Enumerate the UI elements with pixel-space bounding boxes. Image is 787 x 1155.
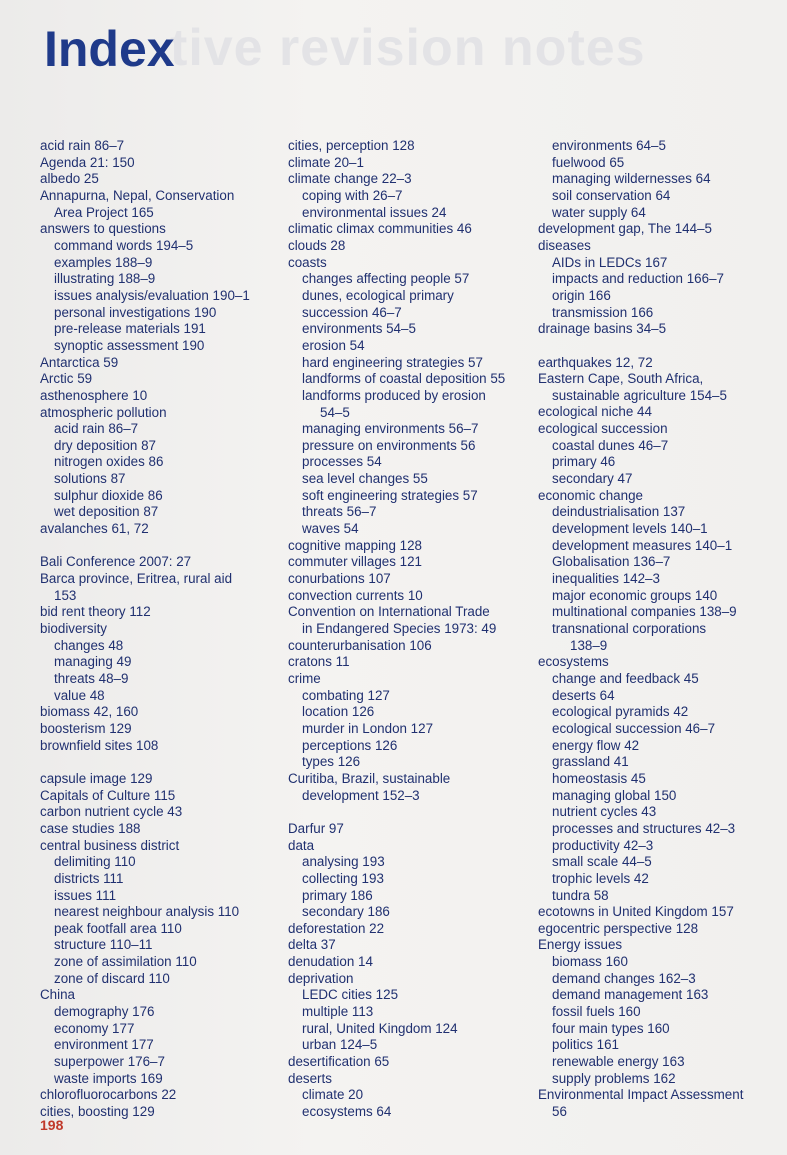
index-entry: chlorofluorocarbons 22 (40, 1087, 177, 1103)
index-subentry: threats 48–9 (54, 670, 129, 686)
index-subentry: processes and structures 42–3 (552, 820, 736, 836)
index-subentry: in Endangered Species 1973: 49 (302, 621, 497, 637)
index-subentry: value 48 (54, 687, 105, 703)
index-subentry: four main types 160 (552, 1020, 670, 1036)
index-subentry: ecological succession 46–7 (552, 720, 716, 736)
index-subentry: urban 124–5 (302, 1037, 378, 1053)
index-entry: deserts (288, 1070, 332, 1086)
index-subentry: erosion 54 (302, 337, 365, 353)
index-subentry: biomass 160 (552, 954, 628, 970)
index-entry: data (288, 837, 315, 853)
index-subentry: Globalisation 136–7 (552, 554, 671, 570)
index-entry: climate change 22–3 (288, 171, 412, 187)
index-subentry: primary 46 (552, 454, 616, 470)
index-subentry: primary 186 (302, 887, 373, 903)
index-subentry: secondary 186 (302, 904, 390, 920)
index-subentry: acid rain 86–7 (54, 421, 139, 437)
index-entry: clouds 28 (288, 237, 346, 253)
index-subentry: major economic groups 140 (552, 587, 718, 603)
index-subentry: structure 110–11 (54, 937, 153, 953)
index-subentry: coping with 26–7 (302, 187, 403, 203)
index-subentry: districts 111 (54, 870, 124, 886)
index-subentry: issues analysis/evaluation 190–1 (54, 287, 250, 303)
index-entry: Eastern Cape, South Africa, (538, 371, 704, 387)
index-entry: Darfur 97 (288, 820, 344, 836)
index-subentry: succession 46–7 (302, 304, 402, 320)
index-entry: ecotowns in United Kingdom 157 (538, 904, 734, 920)
index-entry: counterurbanisation 106 (288, 637, 432, 653)
index-subentry: illustrating 188–9 (54, 271, 156, 287)
index-subentry: climate 20 (302, 1087, 364, 1103)
index-subentry: collecting 193 (302, 870, 384, 886)
index-entry: cognitive mapping 128 (288, 537, 422, 553)
index-entry: development gap, The 144–5 (538, 221, 712, 237)
index-entry: drainage basins 34–5 (538, 321, 667, 337)
index-entry: atmospheric pollution (40, 404, 167, 420)
index-subentry: delimiting 110 (54, 854, 136, 870)
index-subentry: combating 127 (302, 687, 390, 703)
index-subentry: demand management 163 (552, 987, 709, 1003)
index-entry: Bali Conference 2007: 27 (40, 554, 192, 570)
index-subentry: hard engineering strategies 57 (302, 354, 483, 370)
index-subentry: water supply 64 (552, 204, 646, 220)
index-column-3 (538, 138, 778, 1121)
index-entry: ecosystems (538, 654, 609, 670)
index-letter-gap (40, 538, 280, 555)
index-subentry: peak footfall area 110 (54, 920, 182, 936)
index-entry: conurbations 107 (288, 571, 391, 587)
index-subentry: origin 166 (552, 287, 611, 303)
page-number: 198 (40, 1117, 64, 1133)
index-entry: asthenosphere 10 (40, 387, 148, 403)
index-subentry: soft engineering strategies 57 (302, 487, 478, 503)
index-subentry: sea level changes 55 (302, 471, 428, 487)
index-subentry: demography 176 (54, 1004, 155, 1020)
index-subentry: managing wildernesses 64 (552, 171, 711, 187)
index-entry: egocentric perspective 128 (538, 920, 699, 936)
index-subentry: location 126 (302, 704, 375, 720)
index-subentry: pre-release materials 191 (54, 321, 206, 337)
index-subentry: environments 64–5 (552, 138, 666, 153)
index-subentry: sulphur dioxide 86 (54, 487, 163, 503)
index-entry: climatic climax communities 46 (288, 221, 472, 237)
index-subentry: 56 (552, 1104, 567, 1120)
index-subentry: development 152–3 (302, 787, 420, 803)
index-entry: Capitals of Culture 115 (40, 787, 176, 803)
index-entry: capsule image 129 (40, 770, 153, 786)
index-letter-gap (538, 338, 778, 355)
index-subentry: issues 111 (54, 887, 117, 903)
index-subentry: demand changes 162–3 (552, 970, 696, 986)
index-entry: commuter villages 121 (288, 554, 422, 570)
index-subentry: ecological pyramids 42 (552, 704, 689, 720)
index-subentry: perceptions 126 (302, 737, 398, 753)
index-entry: deprivation (288, 970, 354, 986)
index-subentry: change and feedback 45 (552, 670, 699, 686)
index-entry: ecological niche 44 (538, 404, 652, 420)
page-title: Index (44, 21, 175, 77)
index-subentry: landforms produced by erosion (302, 387, 486, 403)
index-entry: coasts (288, 254, 327, 270)
index-entry: central business district (40, 837, 180, 853)
index-entry: case studies 188 (40, 820, 141, 836)
index-letter-gap (40, 754, 280, 771)
index-subentry: landforms of coastal deposition 55 (302, 371, 506, 387)
index-column-1 (40, 138, 280, 1121)
index-subentry: development measures 140–1 (552, 537, 733, 553)
index-subentry: tundra 58 (552, 887, 609, 903)
index-subentry: Area Project 165 (54, 204, 154, 220)
index-entry: carbon nutrient cycle 43 (40, 804, 183, 820)
index-subentry: sustainable agriculture 154–5 (552, 387, 727, 403)
index-subentry: inequalities 142–3 (552, 571, 660, 587)
index-entry: climate 20–1 (288, 154, 364, 170)
index-entry: boosterism 129 (40, 720, 132, 736)
index-column-2 (288, 138, 533, 1121)
index-entry: bid rent theory 112 (40, 604, 151, 620)
index-subentry: AIDs in LEDCs 167 (552, 254, 668, 270)
index-subentry: personal investigations 190 (54, 304, 217, 320)
index-subentry: 138–9 (570, 637, 608, 653)
index-entry: deforestation 22 (288, 920, 385, 936)
index-subentry: processes 54 (302, 454, 382, 470)
index-subentry: solutions 87 (54, 471, 126, 487)
index-subentry: renewable energy 163 (552, 1054, 685, 1070)
index-subentry: deindustrialisation 137 (552, 504, 686, 520)
index-subentry: politics 161 (552, 1037, 619, 1053)
index-entry: desertification 65 (288, 1054, 390, 1070)
index-subentry: analysing 193 (302, 854, 385, 870)
index-subentry: environment 177 (54, 1037, 154, 1053)
index-subentry: threats 56–7 (302, 504, 377, 520)
index-subentry: synoptic assessment 190 (54, 337, 205, 353)
index-entry: convection currents 10 (288, 587, 423, 603)
index-subentry: transmission 166 (552, 304, 654, 320)
index-subentry: LEDC cities 125 (302, 987, 399, 1003)
index-subentry: zone of discard 110 (54, 970, 170, 986)
index-subentry: productivity 42–3 (552, 837, 654, 853)
index-subentry: nearest neighbour analysis 110 (54, 904, 240, 920)
index-subentry: managing global 150 (552, 787, 677, 803)
index-subentry: homeostasis 45 (552, 770, 646, 786)
index-subentry: ecosystems 64 (302, 1104, 392, 1120)
index-entry: delta 37 (288, 937, 336, 953)
index-entry: Annapurna, Nepal, Conservation (40, 187, 235, 203)
index-subentry: impacts and reduction 166–7 (552, 271, 724, 287)
index-entry: Barca province, Eritrea, rural aid (40, 571, 233, 587)
index-entry: biodiversity (40, 621, 107, 637)
background-ghost-heading: tive revision notes (170, 19, 646, 77)
index-subentry: fuelwood 65 (552, 154, 625, 170)
index-subentry: multiple 113 (302, 1004, 374, 1020)
index-entry: Antarctica 59 (40, 354, 119, 370)
index-subentry: dunes, ecological primary (302, 287, 454, 303)
index-entry: Energy issues (538, 937, 623, 953)
index-subentry: pressure on environments 56 (302, 437, 476, 453)
index-entry: crime (288, 671, 321, 686)
index-entry: cities, perception 128 (288, 138, 415, 153)
index-subentry: economy 177 (54, 1020, 135, 1036)
index-subentry: coastal dunes 46–7 (552, 437, 669, 453)
index-subentry: nutrient cycles 43 (552, 804, 657, 820)
index-subentry: superpower 176–7 (54, 1054, 165, 1070)
index-entry: Agenda 21: 150 (40, 154, 135, 170)
index-subentry: zone of assimilation 110 (54, 954, 197, 970)
index-entry: China (40, 987, 75, 1003)
index-entry: economic change (538, 487, 643, 503)
index-subentry: development levels 140–1 (552, 521, 708, 537)
index-subentry: dry deposition 87 (54, 437, 156, 453)
index-subentry: soil conservation 64 (552, 187, 671, 203)
index-entry: Environmental Impact Assessment (538, 1087, 744, 1103)
index-subentry: changes 48 (54, 637, 124, 653)
index-subentry: multinational companies 138–9 (552, 604, 737, 620)
index-subentry: 54–5 (320, 404, 350, 420)
index-entry: ecological succession (538, 421, 668, 437)
index-subentry: changes affecting people 57 (302, 271, 470, 287)
index-entry: earthquakes 12, 72 (538, 354, 653, 370)
index-entry: denudation 14 (288, 954, 373, 970)
index-entry: biomass 42, 160 (40, 704, 139, 720)
index-entry: diseases (538, 237, 591, 253)
index-entry: avalanches 61, 72 (40, 521, 149, 537)
index-subentry: energy flow 42 (552, 737, 640, 753)
index-subentry: transnational corporations (552, 621, 707, 637)
index-subentry: managing environments 56–7 (302, 421, 479, 437)
index-subentry: types 126 (302, 754, 361, 770)
index-entry: answers to questions (40, 221, 166, 237)
index-subentry: nitrogen oxides 86 (54, 454, 164, 470)
index-entry: Arctic 59 (40, 371, 93, 387)
index-subentry: environmental issues 24 (302, 204, 447, 220)
index-subentry: wet deposition 87 (54, 504, 159, 520)
index-subentry: waste imports 169 (54, 1070, 163, 1086)
index-subentry: small scale 44–5 (552, 854, 652, 870)
index-entry: brownfield sites 108 (40, 737, 159, 753)
index-entry: Convention on International Trade (288, 604, 490, 620)
index-subentry: 153 (54, 587, 77, 603)
index-subentry: supply problems 162 (552, 1070, 676, 1086)
index-subentry: command words 194–5 (54, 237, 194, 253)
index-letter-gap (288, 804, 533, 821)
index-subentry: examples 188–9 (54, 254, 153, 270)
index-subentry: deserts 64 (552, 687, 615, 703)
index-entry: albedo 25 (40, 171, 99, 187)
index-subentry: trophic levels 42 (552, 870, 649, 886)
index-subentry: rural, United Kingdom 124 (302, 1020, 458, 1036)
index-entry: Curitiba, Brazil, sustainable (288, 770, 451, 786)
index-subentry: waves 54 (302, 521, 359, 537)
index-subentry: grassland 41 (552, 754, 629, 770)
index-entry: cratons 11 (288, 654, 350, 670)
index-entry: acid rain 86–7 (40, 138, 125, 153)
index-subentry: murder in London 127 (302, 720, 434, 736)
index-subentry: fossil fuels 160 (552, 1004, 641, 1020)
index-subentry: secondary 47 (552, 471, 633, 487)
index-subentry: managing 49 (54, 654, 132, 670)
index-subentry: environments 54–5 (302, 321, 416, 337)
index-entry: cities, boosting 129 (40, 1104, 155, 1120)
